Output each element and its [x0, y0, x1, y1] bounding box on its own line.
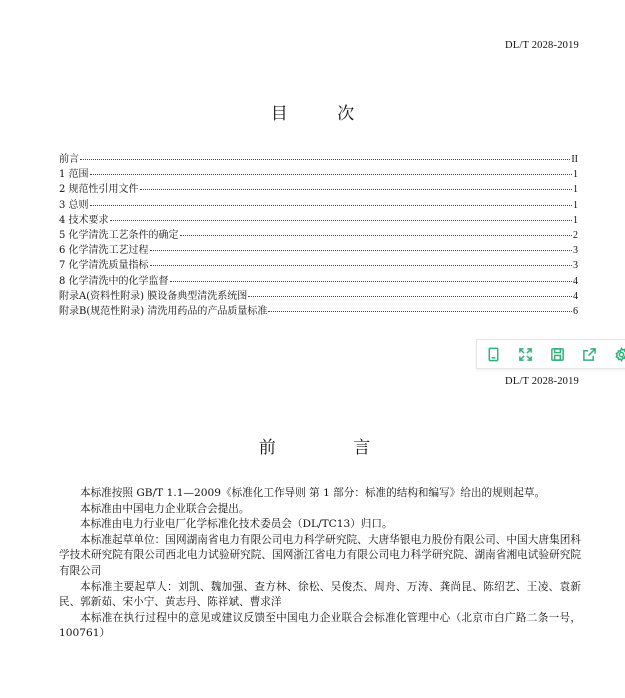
- toc-leader-dots: [150, 250, 572, 251]
- toc-entry-page: 1: [573, 169, 578, 181]
- toc-entry-page: 4: [573, 290, 578, 302]
- table-of-contents: [59, 152, 578, 319]
- toc-entry-page: 6: [573, 305, 578, 317]
- foreword-paragraph: 本标准主要起草人：刘凯、魏加强、查方林、徐松、吴俊杰、周舟、万涛、龚尚昆、陈绍艺、王凌、袁新民、郭新茹、宋小宁、黄志丹、陈祥斌、曹求洋: [59, 580, 581, 609]
- foreword-paragraph: 本标准在执行过程中的意见或建议反馈至中国电力企业联合会标准化管理中心（北京市白广路二条一号，100761）: [59, 611, 581, 640]
- toc-entry-page: II: [571, 154, 578, 165]
- toc-leader-dots: [170, 281, 572, 282]
- settings-button[interactable]: [605, 340, 625, 368]
- toc-entry-page: 4: [573, 275, 578, 287]
- fullscreen-icon: [518, 347, 533, 362]
- toc-entry[interactable]: [59, 304, 578, 319]
- share-button[interactable]: [573, 340, 605, 368]
- toc-leader-dots: [110, 220, 572, 221]
- toc-entry[interactable]: [59, 289, 578, 304]
- foreword-paragraph: 本标准按照 GB/T 1.1—2009《标准化工作导则 第 1 部分：标准的结构和编写》给出的规则起草。: [80, 487, 546, 499]
- toc-entry[interactable]: [59, 274, 578, 289]
- toc-entry[interactable]: [59, 213, 578, 228]
- foreword-paragraph: 本标准起草单位：国网湖南省电力有限公司电力科学研究院、大唐华银电力股份有限公司、中国大唐集团科学技术研究院有限公司西北电力试验研究院、国网浙江省电力有限公司电力科学研究院、湖南省湘电试验研究院有限公司: [59, 533, 581, 577]
- toc-entry-label: 8 化学清洗中的化学监督: [59, 275, 169, 287]
- toc-entry-page: 1: [573, 199, 578, 211]
- toc-entry-page: 1: [573, 184, 578, 196]
- toc-entry[interactable]: [59, 228, 578, 243]
- toc-leader-dots: [90, 174, 572, 175]
- toc-leader-dots: [80, 159, 570, 160]
- foreword-paragraph: 本标准由中国电力企业联合会提出。: [80, 502, 250, 515]
- document-toolbar: [476, 339, 625, 369]
- toc-entry-label: 附录A(资料性附录) 膜设备典型清洗系统图: [59, 290, 248, 302]
- toc-leader-dots: [180, 235, 572, 236]
- save-button[interactable]: [541, 340, 573, 368]
- toc-entry-label: 7 化学清洗质量指标: [59, 260, 149, 272]
- standard-code-header: DL/T 2028-2019: [504, 376, 579, 387]
- foreword-paragraph: 本标准由电力行业电厂化学标准化技术委员会（DL/TC13）归口。: [80, 518, 393, 531]
- share-icon: [582, 347, 597, 362]
- foreword-title: 前 言: [258, 438, 407, 458]
- toc-entry[interactable]: [59, 198, 578, 213]
- toc-entry-label: 前言: [59, 154, 79, 165]
- toc-title: 目 次: [270, 104, 377, 124]
- fullscreen-button[interactable]: [509, 340, 541, 368]
- toc-leader-dots: [248, 296, 572, 297]
- toc-entry-page: 2: [573, 229, 578, 241]
- toc-entry-page: 3: [573, 245, 578, 257]
- standard-code-header: DL/T 2028-2019: [504, 40, 579, 51]
- save-icon: [550, 347, 565, 362]
- toc-leader-dots: [150, 265, 572, 266]
- toc-entry[interactable]: [59, 167, 578, 182]
- toc-entry-label: 附录B(规范性附录) 清洗用药品的产品质量标准: [59, 305, 268, 317]
- copy-icon: [486, 347, 501, 362]
- toc-entry-label: 3 总则: [59, 199, 89, 211]
- toc-entry-page: 1: [573, 214, 578, 226]
- toc-entry[interactable]: [59, 258, 578, 273]
- toc-entry[interactable]: [59, 243, 578, 258]
- toc-leader-dots: [268, 311, 572, 312]
- toc-leader-dots: [140, 189, 572, 190]
- toc-entry-label: 5 化学清洗工艺条件的确定: [59, 229, 179, 241]
- toc-leader-dots: [90, 205, 572, 206]
- toc-entry-label: 1 范围: [59, 169, 89, 181]
- copy-button[interactable]: [477, 340, 509, 368]
- toc-entry-page: 3: [573, 260, 578, 272]
- foreword-body: [59, 486, 581, 642]
- toc-entry-label: 4 技术要求: [59, 214, 109, 226]
- toc-entry[interactable]: [59, 152, 578, 167]
- toc-entry-label: 2 规范性引用文件: [59, 184, 139, 196]
- settings-icon: [614, 347, 625, 362]
- toc-entry-label: 6 化学清洗工艺过程: [59, 245, 149, 257]
- toc-entry[interactable]: [59, 182, 578, 197]
